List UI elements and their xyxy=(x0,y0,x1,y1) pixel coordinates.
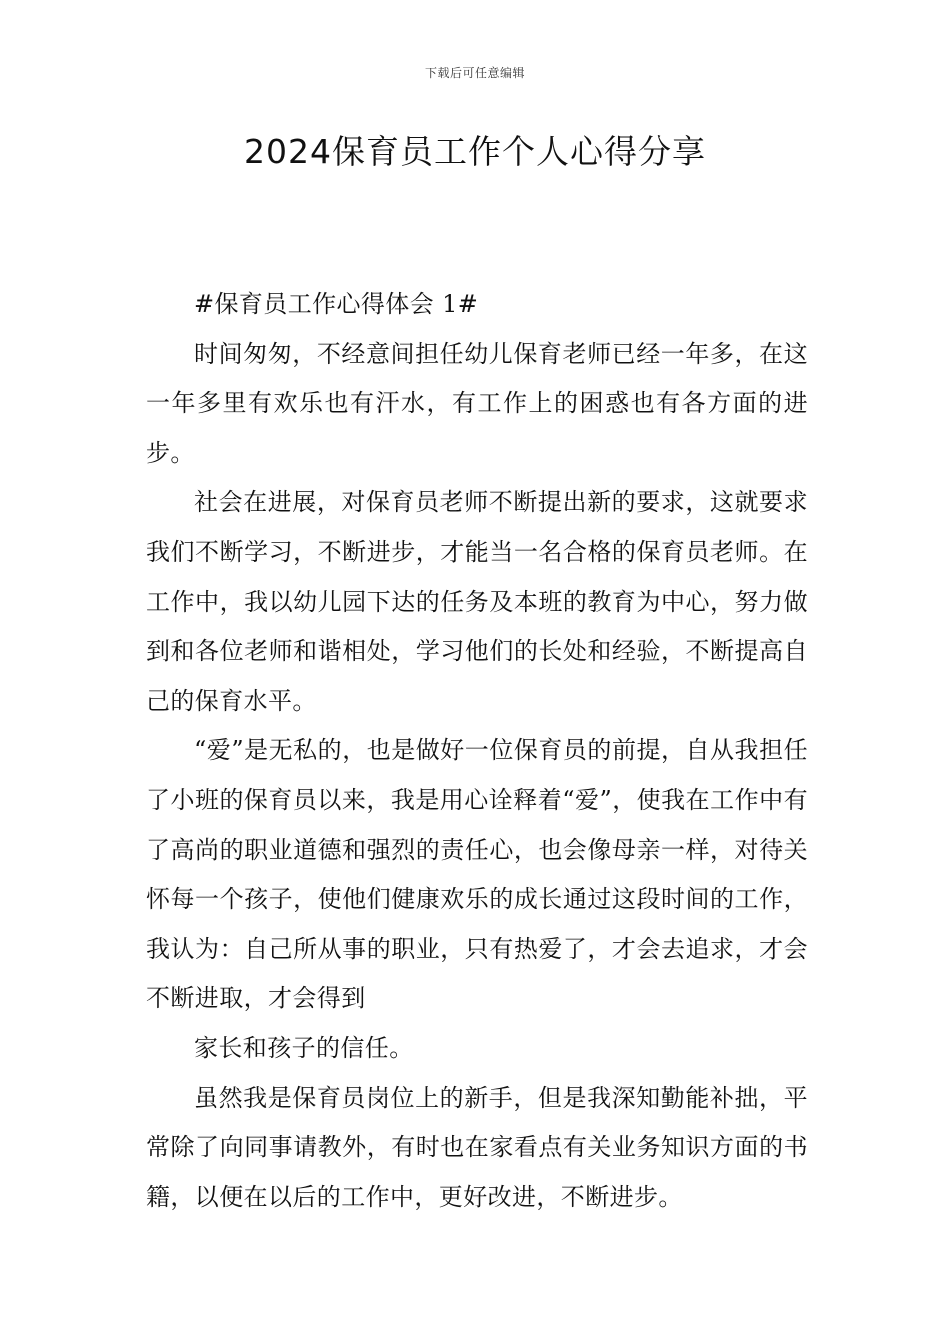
document-body xyxy=(146,280,808,1222)
section-heading: #保育员工作心得体会 1# xyxy=(194,290,479,318)
paragraph-1: 时间匆匆，不经意间担任幼儿保育老师已经一年多，在这一年多里有欢乐也有汗水，有工作上的困惑也有各方面的进步。 xyxy=(146,339,808,467)
paragraph-3: “爱”是无私的，也是做好一位保育员的前提，自从我担任了小班的保育员以来，我是用心诠释着“爱”，使我在工作中有了高尚的职业道德和强烈的责任心，也会像母亲一样，对待关怀每一个孩子，使他们健康欢乐的成长通过这段时间的工作，我认为：自己所从事的职业，只有热爱了，才会去追求，才会不断进取，才会得到 xyxy=(146,736,808,1013)
paragraph-2: 社会在进展，对保育员老师不断提出新的要求，这就要求我们不断学习，不断进步，才能当一名合格的保育员老师。在工作中，我以幼儿园下达的任务及本班的教育为中心，努力做到和各位老师和谐相处，学习他们的长处和经验，不断提高自己的保育水平。 xyxy=(146,488,808,715)
document-title: 2024保育员工作个人心得分享 xyxy=(244,132,706,171)
page-header-note: 下载后可任意编辑 xyxy=(424,66,525,80)
paragraph-5: 虽然我是保育员岗位上的新手，但是我深知勤能补拙，平常除了向同事请教外，有时也在家看点有关业务知识方面的书籍，以便在以后的工作中，更好改进，不断进步。 xyxy=(146,1083,808,1211)
paragraph-4: 家长和孩子的信任。 xyxy=(194,1033,414,1062)
